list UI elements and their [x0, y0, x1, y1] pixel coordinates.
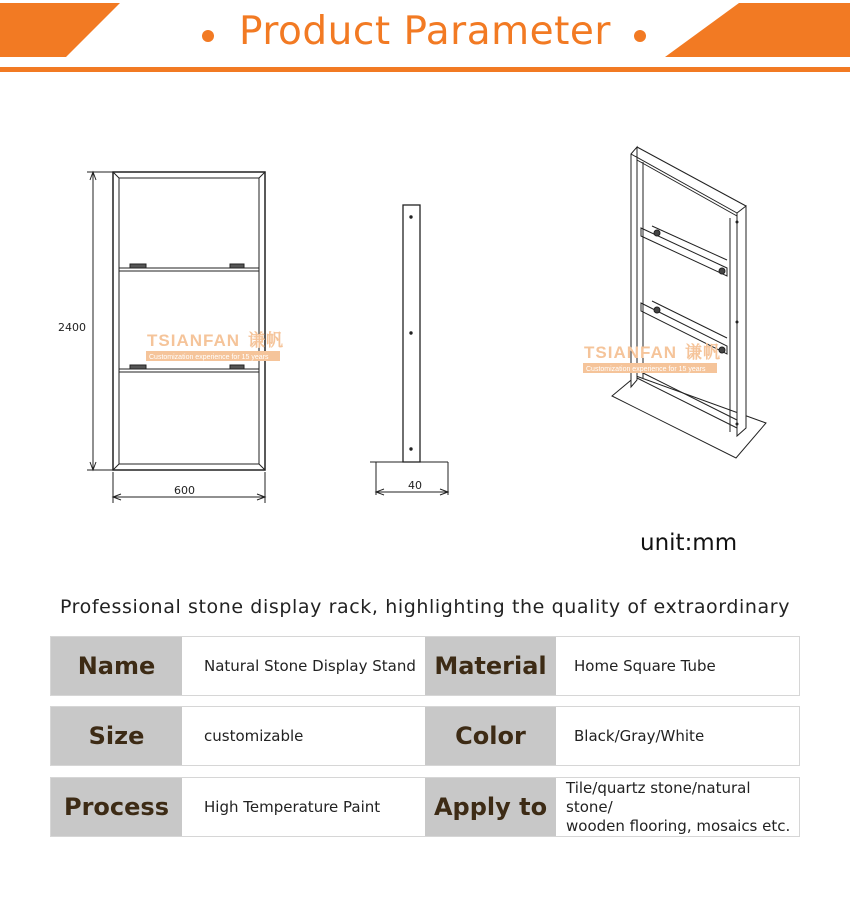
watermark-brand-1: TSIANFAN [147, 331, 240, 350]
param-val-color: Black/Gray/White [556, 707, 799, 765]
param-row-3 [50, 777, 800, 837]
param-val-name: Natural Stone Display Stand [182, 637, 425, 695]
param-val-apply-line2: wooden flooring, mosaics etc. [566, 816, 791, 835]
depth-label: 40 [408, 479, 422, 492]
param-key-material: Material [425, 637, 556, 695]
param-key-name: Name [51, 637, 182, 695]
page-title: Product Parameter [239, 9, 611, 54]
param-key-color: Color [425, 707, 556, 765]
drawing-canvas [0, 140, 850, 520]
watermark-tagline-1: Customization experience for 15 years [149, 354, 269, 361]
header-banner [0, 0, 850, 75]
side-view [370, 205, 448, 495]
param-row-2 [50, 706, 800, 766]
isometric-view [612, 147, 766, 458]
watermark-tagline-2: Customization experience for 15 years [586, 366, 706, 373]
watermark-cn-1: 谦帆 [248, 331, 284, 350]
header-underline [0, 67, 850, 72]
technical-drawings [0, 140, 850, 520]
subtitle: Professional stone display rack, highlighting the quality of extraordinary [59, 596, 791, 618]
param-val-apply [556, 778, 799, 836]
param-val-material: Home Square Tube [556, 637, 799, 695]
param-val-size: customizable [182, 707, 425, 765]
param-row-1 [50, 636, 800, 696]
watermark-brand-2: TSIANFAN [584, 343, 677, 362]
param-key-process: Process [51, 778, 182, 836]
param-val-apply-line1: Tile/quartz stone/natural stone/ [566, 778, 751, 816]
unit-label: unit:mm [640, 530, 738, 556]
width-label: 600 [174, 484, 195, 497]
param-val-process: High Temperature Paint [182, 778, 425, 836]
header-dot-right [634, 30, 646, 42]
param-key-apply: Apply to [425, 778, 556, 836]
watermark-cn-2: 谦帆 [685, 343, 721, 362]
param-key-size: Size [51, 707, 182, 765]
height-label: 2400 [58, 321, 86, 334]
